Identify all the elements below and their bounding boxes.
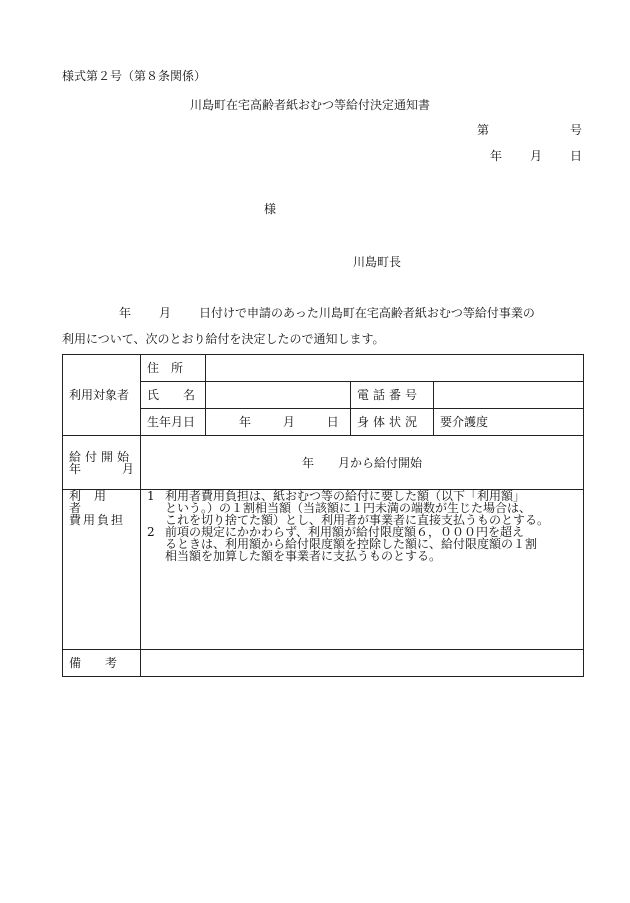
birth-row: [63, 409, 584, 436]
phone-field[interactable]: [434, 382, 584, 409]
start-label-line2: [69, 463, 134, 475]
burden-line: 利用者費用負担は、紙おむつ等の給付に要した額（以下「利用額」: [165, 489, 526, 503]
burden-item-number: 2: [147, 525, 155, 539]
burden-item: [147, 526, 577, 562]
intro-year: 年: [119, 306, 132, 320]
intro-line2: 利用について、次のとおり給付を決定したので通知します。: [62, 332, 385, 346]
burden-line: という。）の１割相当額（当該額に１円未満の端数が生じた場合は、: [165, 501, 532, 515]
remarks-label: 備 考: [63, 650, 141, 677]
address-field[interactable]: [206, 355, 584, 382]
start-row: [63, 436, 584, 490]
burden-label: [63, 490, 141, 650]
name-label: 氏 名: [141, 382, 206, 409]
body-status-label: 身体状況: [351, 409, 434, 436]
birth-label: 生年月日: [141, 409, 206, 436]
name-field[interactable]: [206, 382, 351, 409]
issue-year: 年: [490, 149, 503, 163]
issue-day: 日: [570, 149, 583, 163]
birth-year: 年: [239, 415, 252, 429]
issue-gou: 号: [570, 123, 583, 137]
burden-line: 前項の規定にかかわらず、利用額が給付限度額６，０００円を超え: [165, 525, 525, 539]
document-title: 川島町在宅高齢者紙おむつ等給付決定通知書: [190, 98, 431, 112]
burden-label-line1: 利用者: [69, 489, 120, 515]
burden-text: [141, 490, 584, 650]
body-status-value: 要介護度: [434, 409, 584, 436]
start-label-month: 月: [121, 461, 134, 476]
birth-month: 月: [282, 415, 295, 429]
form-number: 様式第２号（第８条関係）: [62, 69, 207, 83]
user-label: 利用対象者: [63, 355, 141, 436]
addressee-sama: 様: [264, 202, 277, 216]
burden-line: これを切り捨てた額）とし、利用者が事業者に直接支払うものとする。: [165, 513, 550, 527]
birth-day: 日: [326, 415, 339, 429]
burden-line: るときは、利用額から給付限度額を控除した額に、給付限度額の１割: [165, 537, 538, 551]
burden-line: 相当額を加算した額を事業者に支払うものとする。: [165, 549, 442, 563]
birth-field[interactable]: [206, 409, 351, 436]
burden-row: [63, 490, 584, 650]
remarks-field[interactable]: [141, 650, 584, 677]
name-row: [63, 382, 584, 409]
sender: 川島町長: [353, 255, 402, 269]
address-row: [63, 355, 584, 382]
issue-month: 月: [530, 149, 543, 163]
start-value[interactable]: 年 月から給付開始: [141, 436, 584, 490]
start-label-line1: 給付開始: [69, 449, 134, 464]
burden-item: [147, 490, 577, 526]
intro-month: 月: [159, 306, 172, 320]
decision-table: [62, 354, 584, 677]
address-label: 住 所: [141, 355, 206, 382]
intro-line1: 日付けで申請のあった川島町在宅高齢者紙おむつ等給付事業の: [199, 306, 535, 320]
burden-item-number: 1: [147, 489, 155, 503]
burden-label-line2: 費用負担: [69, 513, 126, 527]
remarks-row: [63, 650, 584, 677]
start-label-year: 年: [69, 461, 82, 476]
issue-dai: 第: [477, 123, 490, 137]
phone-label: 電話番号: [351, 382, 434, 409]
start-label: [63, 436, 141, 490]
